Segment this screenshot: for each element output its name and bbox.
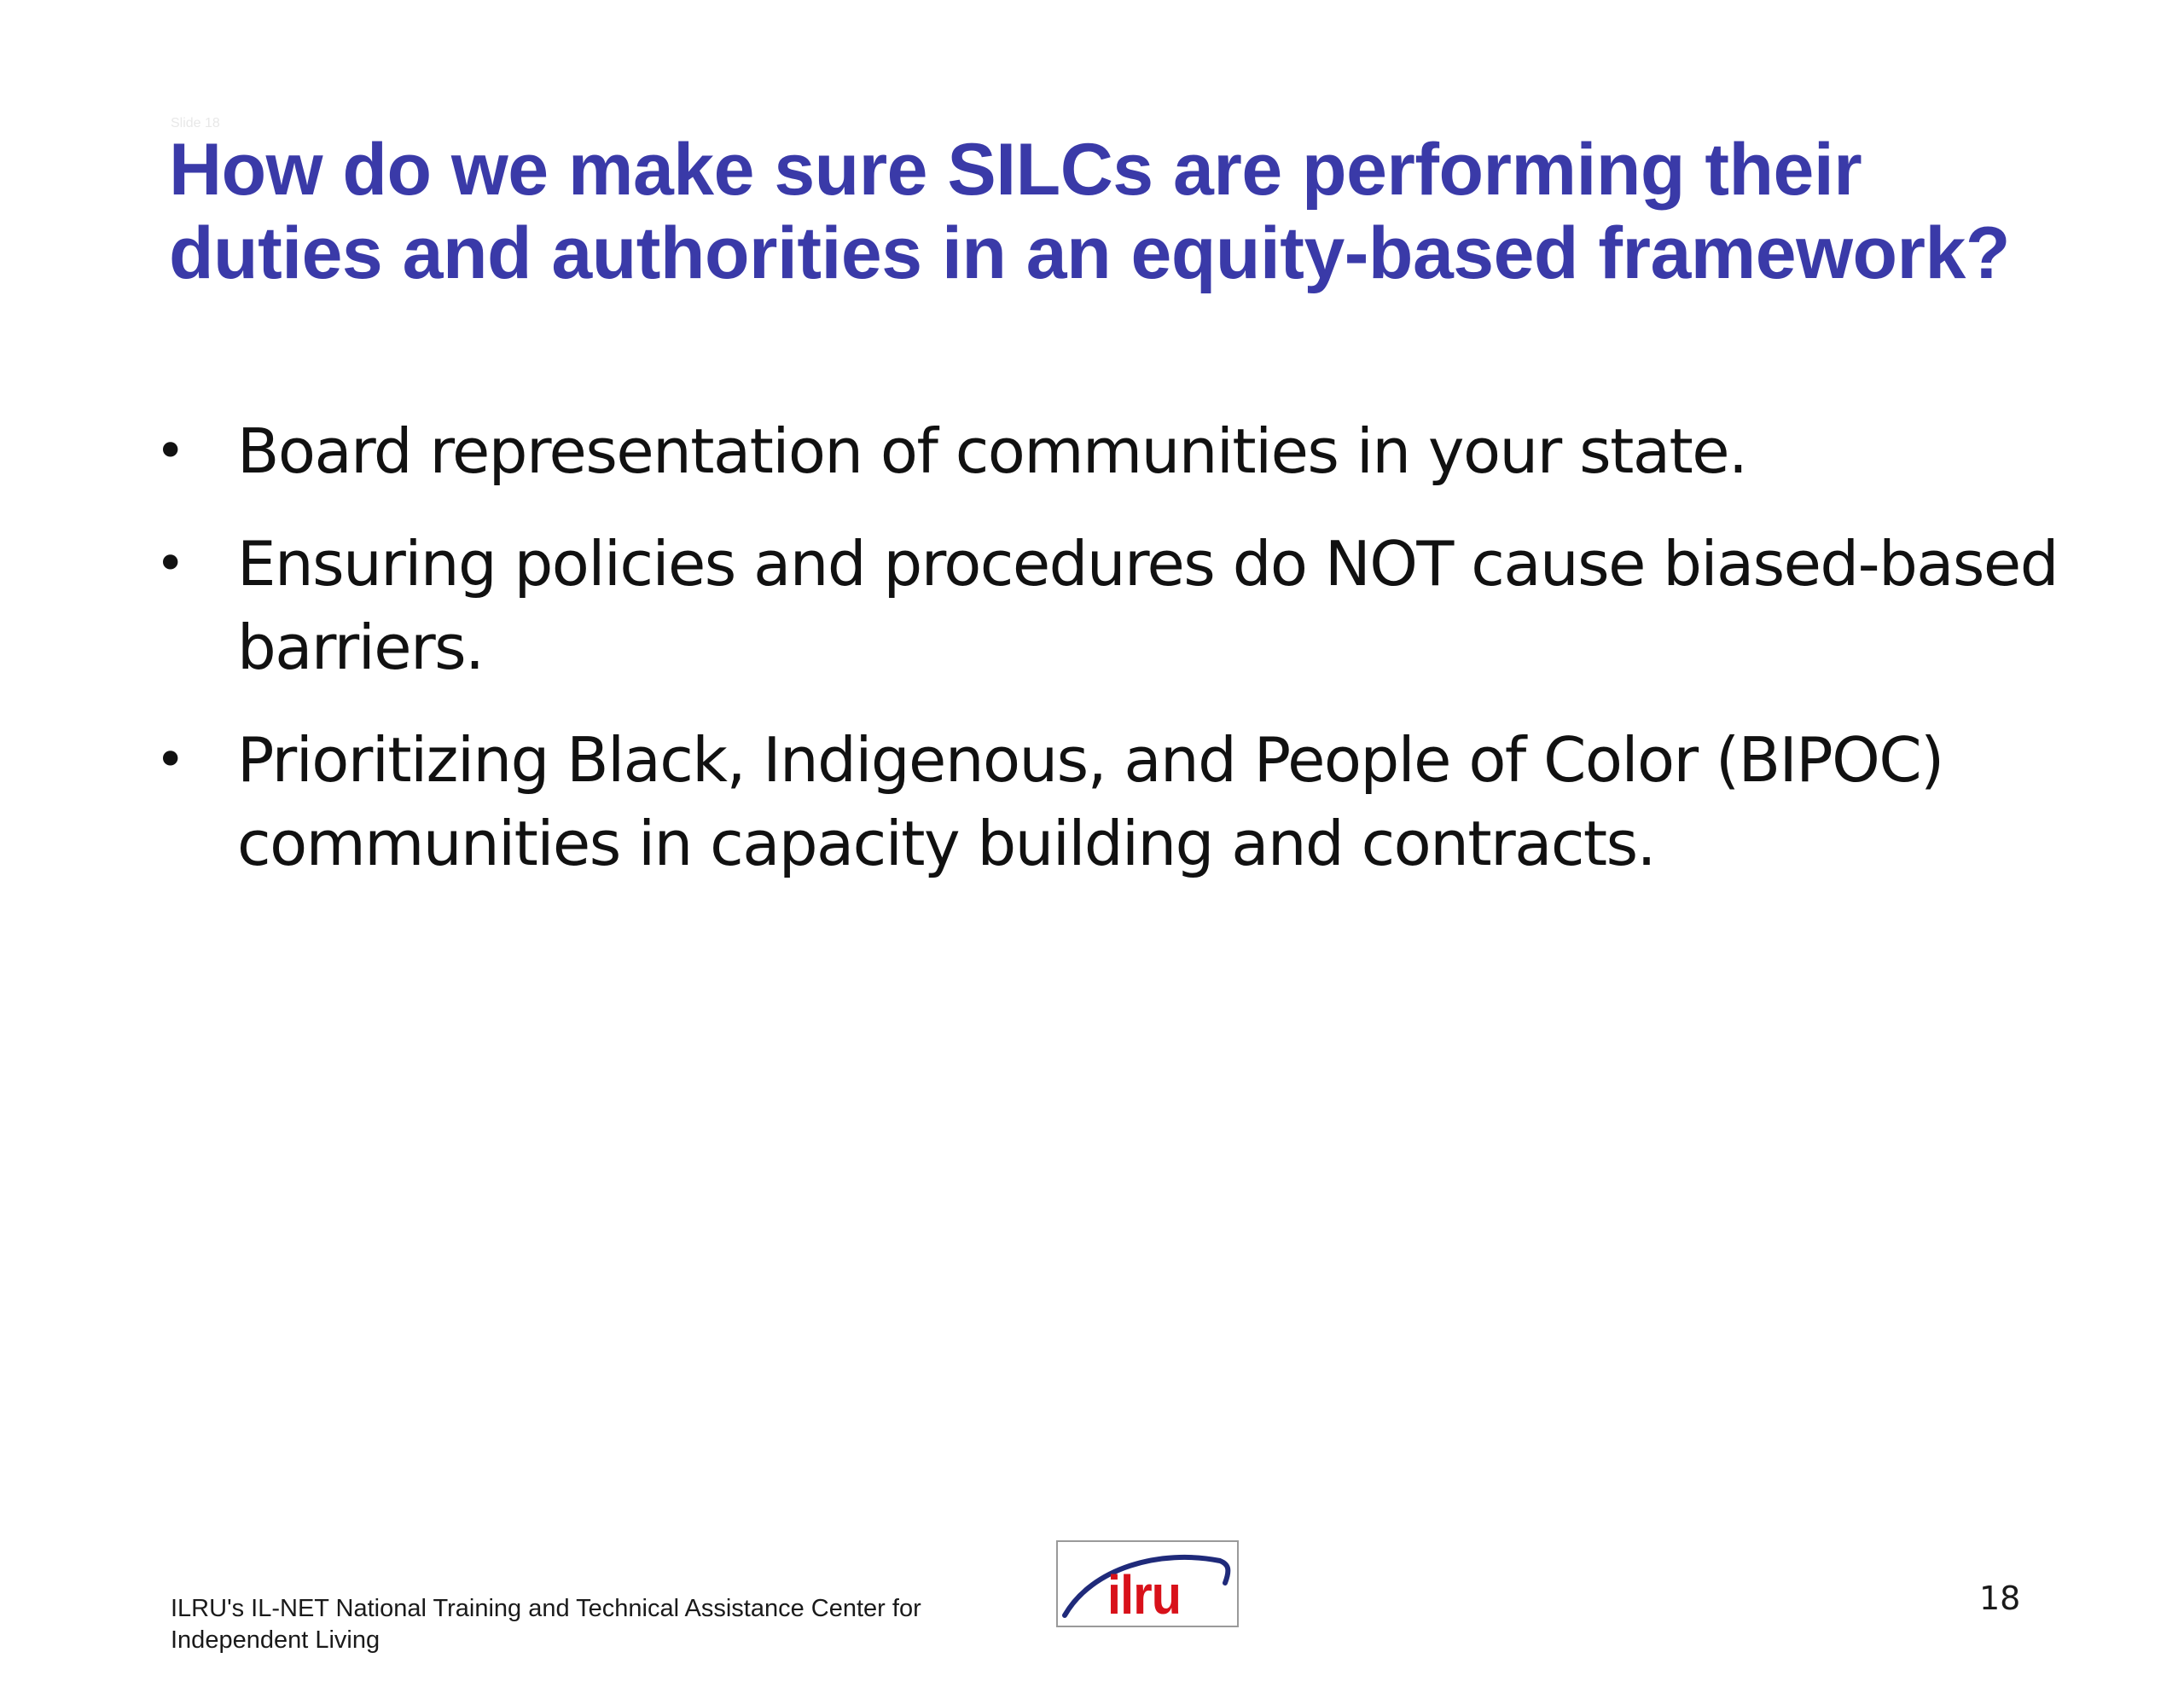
slide-marker: Slide 18	[171, 116, 220, 130]
bullet-item	[145, 718, 2107, 885]
bullet-item	[145, 522, 2107, 689]
page-number: 18	[1979, 1580, 2021, 1617]
bullet-text: Board representation of communities in your state.	[237, 415, 1747, 487]
footer-organization-text: ILRU's IL-NET National Training and Technical Assistance Center for Independent Living	[171, 1595, 921, 1654]
bullet-icon: •	[155, 421, 184, 481]
bullet-list	[145, 409, 2107, 914]
bullet-text: Prioritizing Black, Indigenous, and People of Color (BIPOC) communities in capacity building and contracts.	[237, 724, 1943, 879]
bullet-icon: •	[155, 730, 184, 790]
bullet-item	[145, 409, 2107, 493]
ilru-logo	[1056, 1540, 1239, 1627]
bullet-text: Ensuring policies and procedures do NOT cause biased-based barriers.	[237, 528, 2058, 683]
bullet-icon: •	[155, 534, 184, 594]
logo-text: ilru	[1107, 1564, 1182, 1626]
slide-title: How do we make sure SILCs are performing their duties and authorities in an equity-based framework?	[169, 129, 2010, 294]
